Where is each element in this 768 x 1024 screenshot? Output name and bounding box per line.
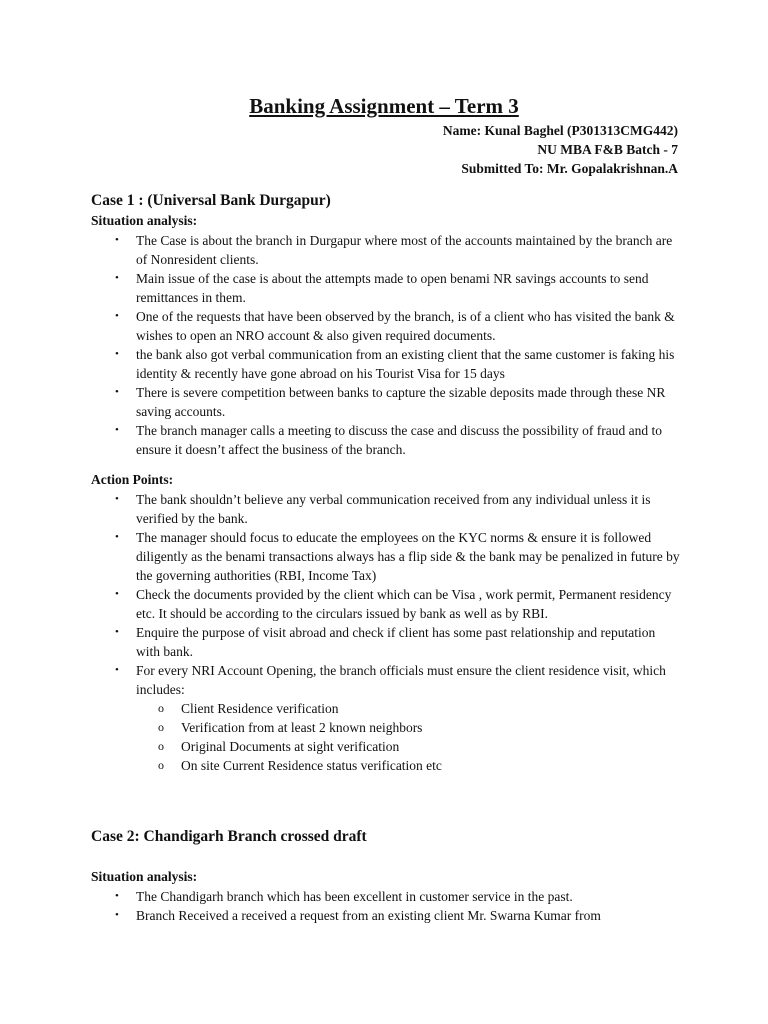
sub-list-item: o Original Documents at sight verification xyxy=(158,739,400,754)
bullet-icon: • xyxy=(115,664,119,676)
case1-action-list xyxy=(91,490,681,775)
case1-heading: Case 1 : (Universal Bank Durgapur) xyxy=(91,192,331,209)
bullet-icon: • xyxy=(115,386,119,398)
list-item: • The bank shouldn’t believe any verbal communication received from any individual unless it is verified by the bank. xyxy=(115,492,651,526)
circle-bullet-icon: o xyxy=(158,720,164,734)
bullet-icon: • xyxy=(115,272,119,284)
case1-action-label: Action Points: xyxy=(91,472,174,487)
author-block xyxy=(443,121,678,178)
circle-bullet-icon: o xyxy=(158,701,164,715)
list-item: • The Chandigarh branch which has been excellent in customer service in the past. xyxy=(115,889,573,904)
list-item: • Enquire the purpose of visit abroad and check if client has some past relationship and reputation with bank. xyxy=(115,625,656,659)
sub-list-item: o Client Residence verification xyxy=(158,701,339,716)
sub-list-item: o On site Current Residence status verification etc xyxy=(158,758,442,773)
bullet-icon: • xyxy=(115,310,119,322)
bullet-icon: • xyxy=(115,348,119,360)
list-item: • The branch manager calls a meeting to discuss the case and discuss the possibility of fraud and to ensure it doesn’t affect the business of the branch. xyxy=(115,423,662,457)
bullet-icon: • xyxy=(115,626,119,638)
bullet-icon: • xyxy=(115,531,119,543)
case1-situation-list xyxy=(91,231,681,459)
bullet-icon: • xyxy=(115,234,119,246)
case2-situation-list xyxy=(91,887,681,925)
submitted-to: Submitted To: Mr. Gopalakrishnan.A xyxy=(461,161,678,176)
circle-bullet-icon: o xyxy=(158,758,164,772)
case2-heading: Case 2: Chandigarh Branch crossed draft xyxy=(91,828,367,845)
list-item: • One of the requests that have been observed by the branch, is of a client who has visited the bank & wishes to open an NRO account & also given required documents. xyxy=(115,309,675,343)
residence-checks-list xyxy=(136,699,681,775)
case2-situation-label: Situation analysis: xyxy=(91,869,198,884)
list-item: • The Case is about the branch in Durgapur where most of the accounts maintained by the branch are of Nonresident clients. xyxy=(115,233,673,267)
author-name: Name: Kunal Baghel (P301313CMG442) xyxy=(442,123,678,138)
bullet-icon: • xyxy=(115,493,119,505)
list-item: • There is severe competition between banks to capture the sizable deposits made through these NR saving accounts. xyxy=(115,385,666,419)
document-title: Banking Assignment – Term 3 xyxy=(249,94,519,118)
sub-list-item: o Verification from at least 2 known neighbors xyxy=(158,720,423,735)
batch-info: NU MBA F&B Batch - 7 xyxy=(537,142,678,157)
circle-bullet-icon: o xyxy=(158,739,164,753)
list-item: • Main issue of the case is about the attempts made to open benami NR savings accounts to send remittances in them. xyxy=(115,271,649,305)
case1-situation-label: Situation analysis: xyxy=(91,213,198,228)
list-item: • The manager should focus to educate the employees on the KYC norms & ensure it is followed diligently as the benami transactions always has a flip side & the bank may be penalized in future by the governing authorities (RBI, Income Tax) xyxy=(115,530,680,583)
list-item: • Branch Received a received a request from an existing client Mr. Swarna Kumar from xyxy=(115,908,601,923)
list-item: • the bank also got verbal communication from an existing client that the same customer is faking his identity & recently have gone abroad on his Tourist Visa for 15 days xyxy=(115,347,675,381)
bullet-icon: • xyxy=(115,588,119,600)
list-item: • For every NRI Account Opening, the branch officials must ensure the client residence visit, which includes: o Client Residence verification o Verification from at least 2 known neighbors o Original Documents at sight verification o On site Current Residence status verification etc xyxy=(91,661,681,775)
bullet-icon: • xyxy=(115,424,119,436)
bullet-icon: • xyxy=(115,909,119,921)
list-item: • Check the documents provided by the client which can be Visa , work permit, Permanent residency etc. It should be according to the circulars issued by bank as well as by RBI. xyxy=(115,587,672,621)
bullet-icon: • xyxy=(115,890,119,902)
